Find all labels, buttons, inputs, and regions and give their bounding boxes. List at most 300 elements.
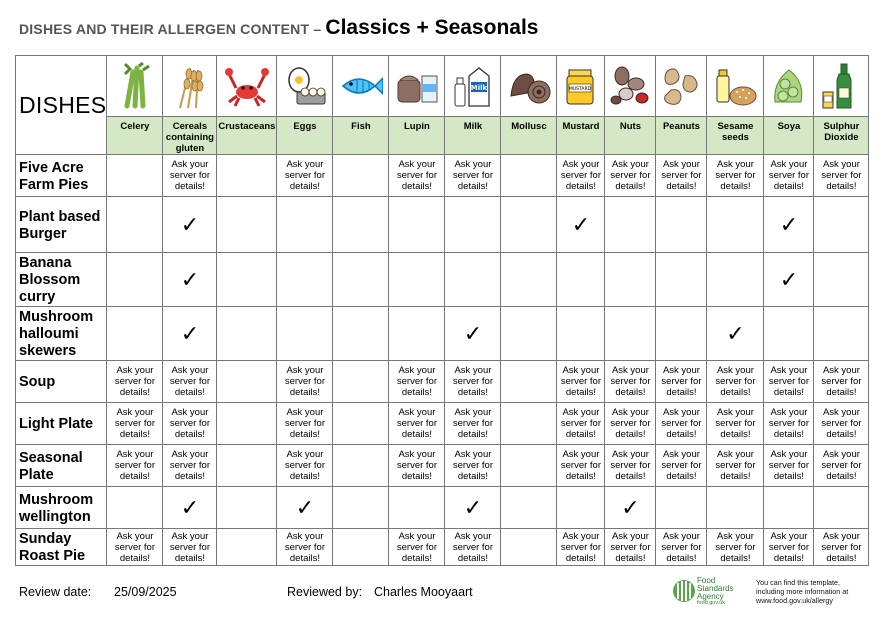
allergen-cell xyxy=(501,487,557,529)
ask-server-text: details! xyxy=(615,471,646,482)
allergen-cell xyxy=(814,253,869,307)
ask-server-text: Ask your xyxy=(454,449,492,460)
ask-server-text: details! xyxy=(666,552,697,564)
allergen-name: Fish xyxy=(333,117,389,155)
allergen-cell xyxy=(445,487,501,529)
ask-server-text: details! xyxy=(615,552,646,564)
allergen-cell xyxy=(163,487,217,529)
allergen-cell xyxy=(107,403,163,445)
ask-server-text: server for xyxy=(715,418,756,429)
allergen-cell xyxy=(107,307,163,361)
allergen-cell xyxy=(656,487,707,529)
ask-server-text: Ask your xyxy=(171,449,209,460)
ask-server-text: details! xyxy=(826,181,857,192)
allergen-cell xyxy=(277,307,333,361)
allergen-icon-cell xyxy=(107,56,163,117)
allergen-cell xyxy=(707,155,764,197)
ask-server-text: details! xyxy=(565,471,596,482)
ask-server-text: server for xyxy=(114,541,155,553)
allergen-icon-cell xyxy=(814,56,869,117)
peanut-icon xyxy=(659,62,703,110)
ask-server-text: details! xyxy=(773,181,804,192)
dishes-corner-label: DISHES xyxy=(16,56,107,155)
table-row xyxy=(16,253,869,307)
ask-server-text: details! xyxy=(666,387,697,398)
allergen-cell xyxy=(501,529,557,566)
ask-server-text: Ask your xyxy=(286,449,324,460)
allergen-cell xyxy=(217,487,277,529)
ask-server-text: details! xyxy=(826,429,857,440)
allergen-cell xyxy=(656,307,707,361)
ask-server-text: Ask your xyxy=(116,530,154,542)
ask-server-text: Ask your xyxy=(286,407,324,418)
ask-server-text: Ask your xyxy=(662,530,700,542)
allergen-cell xyxy=(389,445,445,487)
allergen-cell xyxy=(605,487,656,529)
allergen-cell xyxy=(277,403,333,445)
ask-server-text: Ask your xyxy=(171,365,209,376)
allergen-cell xyxy=(217,361,277,403)
allergen-name: Nuts xyxy=(605,117,656,155)
allergen-name: Soya xyxy=(764,117,814,155)
tick-mark: ✓ xyxy=(726,320,745,346)
ask-server-text: Ask your xyxy=(454,407,492,418)
ask-server-text: server for xyxy=(821,460,862,471)
ask-server-text: details! xyxy=(720,471,751,482)
allergen-cell xyxy=(333,155,389,197)
allergen-cell xyxy=(445,361,501,403)
ask-server-text: server for xyxy=(114,460,155,471)
ask-server-text: Ask your xyxy=(611,365,649,376)
allergen-cell xyxy=(764,487,814,529)
ask-server-text: Ask your xyxy=(116,407,154,418)
ask-server-text: server for xyxy=(396,376,437,387)
ask-server-text: details! xyxy=(666,429,697,440)
ask-server-text: server for xyxy=(169,541,210,553)
ask-server-text: details! xyxy=(289,429,320,440)
ask-server-text: server for xyxy=(452,170,493,181)
ask-server-text: details! xyxy=(615,181,646,192)
ask-server-text: server for xyxy=(284,541,325,553)
page-title xyxy=(19,16,538,40)
shell-icon xyxy=(507,62,551,110)
ask-server-text: details! xyxy=(826,387,857,398)
ask-server-text: details! xyxy=(615,429,646,440)
ask-server-text: Ask your xyxy=(562,449,600,460)
tick-mark: ✓ xyxy=(180,494,200,520)
ask-server-text: details! xyxy=(826,552,857,564)
allergen-cell xyxy=(605,361,656,403)
ask-server-text: Ask your xyxy=(822,530,860,542)
tick-mark: ✓ xyxy=(779,211,799,237)
ask-server-text: server for xyxy=(661,418,702,429)
fsa-logo-icon xyxy=(672,576,696,606)
allergen-cell xyxy=(656,197,707,253)
allergen-cell xyxy=(557,307,605,361)
allergen-cell xyxy=(163,307,217,361)
allergen-icon-cell xyxy=(605,56,656,117)
ask-server-text: details! xyxy=(666,471,697,482)
allergen-name: Lupin xyxy=(389,117,445,155)
ask-server-text: Ask your xyxy=(662,449,700,460)
ask-server-text: server for xyxy=(560,460,601,471)
ask-server-text: server for xyxy=(768,170,809,181)
allergen-cell xyxy=(707,361,764,403)
review-date-label: Review date: xyxy=(19,585,92,599)
celery-icon xyxy=(113,62,157,110)
ask-server-text: details! xyxy=(289,387,320,398)
allergen-cell xyxy=(107,529,163,566)
allergen-cell xyxy=(557,253,605,307)
icon-row xyxy=(16,56,869,117)
allergen-cell xyxy=(217,403,277,445)
allergen-cell xyxy=(656,403,707,445)
ask-server-text: details! xyxy=(773,471,804,482)
ask-server-text: details! xyxy=(119,552,150,564)
ask-server-text: details! xyxy=(289,552,320,564)
ask-server-text: details! xyxy=(720,429,751,440)
allergen-cell xyxy=(605,445,656,487)
allergen-cell xyxy=(163,155,217,197)
allergen-cell xyxy=(557,197,605,253)
ask-server-text: server for xyxy=(610,170,651,181)
allergen-cell xyxy=(277,253,333,307)
allergen-cell xyxy=(501,403,557,445)
wheat-icon xyxy=(168,62,212,110)
allergen-cell xyxy=(107,361,163,403)
tick-mark: ✓ xyxy=(621,494,640,520)
allergen-table xyxy=(15,55,869,566)
ask-server-text: details! xyxy=(174,181,205,192)
mustard-icon xyxy=(559,62,603,110)
allergen-icon-cell xyxy=(333,56,389,117)
allergen-cell xyxy=(389,529,445,566)
table-row xyxy=(16,487,869,529)
dish-name: Banana Blossom curry xyxy=(16,253,107,307)
ask-server-text: details! xyxy=(773,429,804,440)
allergen-cell xyxy=(217,253,277,307)
ask-server-text: Ask your xyxy=(398,449,436,460)
ask-server-text: server for xyxy=(284,418,325,429)
ask-server-text: Ask your xyxy=(770,159,808,170)
allergen-cell xyxy=(445,307,501,361)
ask-server-text: Ask your xyxy=(716,530,754,542)
allergen-cell xyxy=(707,307,764,361)
allergen-cell xyxy=(557,529,605,566)
template-info: You can find this template, including more information at www.food.gov.uk/allergy xyxy=(756,578,849,605)
ask-server-text: details! xyxy=(826,471,857,482)
ask-server-text: details! xyxy=(457,552,488,564)
allergen-cell xyxy=(163,529,217,566)
ask-server-text: Ask your xyxy=(822,159,860,170)
allergen-cell xyxy=(277,361,333,403)
ask-server-text: server for xyxy=(661,170,702,181)
ask-server-text: server for xyxy=(452,418,493,429)
ask-server-text: server for xyxy=(610,460,651,471)
ask-server-text: Ask your xyxy=(822,407,860,418)
allergen-icon-cell xyxy=(557,56,605,117)
ask-server-text: details! xyxy=(401,181,432,192)
ask-server-text: Ask your xyxy=(116,365,154,376)
allergen-cell xyxy=(605,155,656,197)
allergen-cell xyxy=(107,253,163,307)
ask-server-text: Ask your xyxy=(770,449,808,460)
ask-server-text: Ask your xyxy=(562,407,600,418)
ask-server-text: server for xyxy=(114,418,155,429)
ask-server-text: Ask your xyxy=(770,365,808,376)
allergen-cell xyxy=(707,197,764,253)
table-row xyxy=(16,361,869,403)
ask-server-text: details! xyxy=(565,181,596,192)
dish-name: Seasonal Plate xyxy=(16,445,107,487)
ask-server-text: Ask your xyxy=(454,530,492,542)
allergen-name: Mollusc xyxy=(501,117,557,155)
ask-server-text: server for xyxy=(560,170,601,181)
lupin-bread-icon xyxy=(395,62,439,110)
allergen-cell xyxy=(814,487,869,529)
ask-server-text: details! xyxy=(565,429,596,440)
allergen-cell xyxy=(277,487,333,529)
title-prefix: DISHES AND THEIR ALLERGEN CONTENT – xyxy=(19,21,326,37)
review-date-value: 25/09/2025 xyxy=(114,585,177,599)
ask-server-text: Ask your xyxy=(662,407,700,418)
crab-icon xyxy=(225,62,269,110)
allergen-cell xyxy=(163,253,217,307)
ask-server-text: Ask your xyxy=(562,365,600,376)
allergen-cell xyxy=(605,253,656,307)
allergen-icon-cell xyxy=(501,56,557,117)
allergen-cell xyxy=(605,403,656,445)
allergen-cell xyxy=(814,307,869,361)
ask-server-text: server for xyxy=(396,170,437,181)
table-row xyxy=(16,403,869,445)
allergen-icon-cell xyxy=(163,56,217,117)
allergen-cell xyxy=(656,529,707,566)
ask-server-text: details! xyxy=(457,429,488,440)
ask-server-text: Ask your xyxy=(611,407,649,418)
svg-text:MUSTARD: MUSTARD xyxy=(568,87,591,92)
allergen-cell xyxy=(557,403,605,445)
allergen-cell xyxy=(107,155,163,197)
ask-server-text: details! xyxy=(401,471,432,482)
allergen-cell xyxy=(764,445,814,487)
allergen-icon-cell xyxy=(217,56,277,117)
allergen-cell xyxy=(814,445,869,487)
nuts-icon xyxy=(608,62,652,110)
tick-mark: ✓ xyxy=(180,211,200,237)
allergen-cell xyxy=(764,361,814,403)
allergen-cell xyxy=(764,307,814,361)
table-row xyxy=(16,445,869,487)
dish-name: Five Acre Farm Pies xyxy=(16,155,107,197)
ask-server-text: server for xyxy=(821,376,862,387)
ask-server-text: server for xyxy=(284,170,325,181)
ask-server-text: server for xyxy=(768,418,809,429)
allergen-cell xyxy=(501,197,557,253)
dish-name: Mushroom halloumi skewers xyxy=(16,307,107,361)
ask-server-text: server for xyxy=(396,418,437,429)
ask-server-text: details! xyxy=(615,387,646,398)
title-main: Classics + Seasonals xyxy=(325,16,539,39)
ask-server-text: server for xyxy=(715,460,756,471)
allergen-icon-cell xyxy=(277,56,333,117)
ask-server-text: Ask your xyxy=(822,449,860,460)
allergen-cell xyxy=(501,445,557,487)
ask-server-text: server for xyxy=(169,170,210,181)
allergen-cell xyxy=(217,529,277,566)
tick-mark: ✓ xyxy=(180,266,200,292)
dish-name: Light Plate xyxy=(16,403,107,445)
allergen-cell xyxy=(814,361,869,403)
allergen-cell xyxy=(333,361,389,403)
ask-server-text: Ask your xyxy=(171,159,209,170)
allergen-cell xyxy=(656,253,707,307)
ask-server-text: server for xyxy=(169,460,210,471)
ask-server-text: server for xyxy=(768,541,809,553)
ask-server-text: Ask your xyxy=(562,530,600,542)
table-row xyxy=(16,155,869,197)
ask-server-text: server for xyxy=(610,418,651,429)
ask-server-text: details! xyxy=(457,471,488,482)
ask-server-text: server for xyxy=(452,376,493,387)
allergen-cell xyxy=(814,155,869,197)
ask-server-text: details! xyxy=(174,552,205,564)
ask-server-text: Ask your xyxy=(398,407,436,418)
tick-mark: ✓ xyxy=(779,266,799,292)
allergen-cell xyxy=(389,487,445,529)
allergen-cell xyxy=(107,445,163,487)
allergen-cell xyxy=(557,445,605,487)
allergen-cell xyxy=(764,253,814,307)
ask-server-text: server for xyxy=(661,460,702,471)
milk-icon xyxy=(451,62,495,110)
allergen-name: Sulphur Dioxide xyxy=(814,117,869,155)
ask-server-text: Ask your xyxy=(770,407,808,418)
allergen-cell xyxy=(389,253,445,307)
ask-server-text: server for xyxy=(169,376,210,387)
ask-server-text: details! xyxy=(401,429,432,440)
ask-server-text: details! xyxy=(565,552,596,564)
ask-server-text: server for xyxy=(560,418,601,429)
table-row xyxy=(16,529,869,566)
allergen-cell xyxy=(814,197,869,253)
allergen-cell xyxy=(707,487,764,529)
allergen-cell xyxy=(707,403,764,445)
soya-icon xyxy=(767,62,811,110)
ask-server-text: Ask your xyxy=(562,159,600,170)
allergen-cell xyxy=(107,487,163,529)
ask-server-text: Ask your xyxy=(398,159,436,170)
ask-server-text: details! xyxy=(773,552,804,564)
ask-server-text: details! xyxy=(119,387,150,398)
ask-server-text: Ask your xyxy=(611,159,649,170)
ask-server-text: details! xyxy=(289,471,320,482)
ask-server-text: details! xyxy=(666,181,697,192)
ask-server-text: server for xyxy=(284,376,325,387)
allergen-cell xyxy=(814,529,869,566)
ask-server-text: server for xyxy=(610,541,651,553)
ask-server-text: server for xyxy=(768,460,809,471)
ask-server-text: Ask your xyxy=(716,407,754,418)
ask-server-text: Ask your xyxy=(716,365,754,376)
ask-server-text: details! xyxy=(720,552,751,564)
tick-mark: ✓ xyxy=(180,320,200,346)
allergen-cell xyxy=(814,403,869,445)
ask-server-text: Ask your xyxy=(662,159,700,170)
ask-server-text: server for xyxy=(560,376,601,387)
allergen-cell xyxy=(605,307,656,361)
ask-server-text: Ask your xyxy=(398,365,436,376)
allergen-cell xyxy=(333,197,389,253)
ask-server-text: server for xyxy=(114,376,155,387)
allergen-name: Sesame seeds xyxy=(707,117,764,155)
reviewed-by-label: Reviewed by: xyxy=(287,585,363,599)
allergen-name: Milk xyxy=(445,117,501,155)
allergen-cell xyxy=(656,361,707,403)
allergen-icon-cell xyxy=(707,56,764,117)
ask-server-text: server for xyxy=(396,541,437,553)
ask-server-text: details! xyxy=(174,471,205,482)
tick-mark: ✓ xyxy=(463,494,483,520)
ask-server-text: details! xyxy=(457,181,488,192)
ask-server-text: server for xyxy=(821,170,862,181)
allergen-cell xyxy=(764,529,814,566)
allergen-icon-cell xyxy=(764,56,814,117)
ask-server-text: Ask your xyxy=(286,530,324,542)
allergen-cell xyxy=(163,197,217,253)
ask-server-text: Ask your xyxy=(286,159,324,170)
allergen-names-row xyxy=(16,117,869,155)
allergen-name: Mustard xyxy=(557,117,605,155)
allergen-cell xyxy=(501,253,557,307)
ask-server-text: Ask your xyxy=(398,530,436,542)
allergen-cell xyxy=(333,307,389,361)
allergen-icon-cell xyxy=(389,56,445,117)
allergen-cell xyxy=(501,361,557,403)
allergen-cell xyxy=(389,155,445,197)
ask-server-text: details! xyxy=(119,429,150,440)
ask-server-text: server for xyxy=(284,460,325,471)
allergen-cell xyxy=(501,307,557,361)
wine-bottle-icon xyxy=(819,62,863,110)
ask-server-text: server for xyxy=(452,541,493,553)
ask-server-text: server for xyxy=(452,460,493,471)
allergen-cell xyxy=(333,403,389,445)
allergen-cell xyxy=(707,529,764,566)
allergen-cell xyxy=(333,253,389,307)
allergen-cell xyxy=(445,197,501,253)
ask-server-text: Ask your xyxy=(716,159,754,170)
ask-server-text: server for xyxy=(661,376,702,387)
ask-server-text: details! xyxy=(565,387,596,398)
table-row xyxy=(16,307,869,361)
tick-mark: ✓ xyxy=(463,320,483,346)
table-row xyxy=(16,197,869,253)
allergen-cell xyxy=(557,361,605,403)
allergen-cell xyxy=(163,403,217,445)
dish-name: Plant based Burger xyxy=(16,197,107,253)
ask-server-text: server for xyxy=(821,541,862,553)
allergen-name: Cereals containing gluten xyxy=(163,117,217,155)
allergen-cell xyxy=(163,445,217,487)
eggs-icon xyxy=(283,62,327,110)
allergen-cell xyxy=(605,197,656,253)
ask-server-text: details! xyxy=(289,181,320,192)
ask-server-text: Ask your xyxy=(822,365,860,376)
allergen-cell xyxy=(656,445,707,487)
allergen-cell xyxy=(217,155,277,197)
allergen-cell xyxy=(557,155,605,197)
